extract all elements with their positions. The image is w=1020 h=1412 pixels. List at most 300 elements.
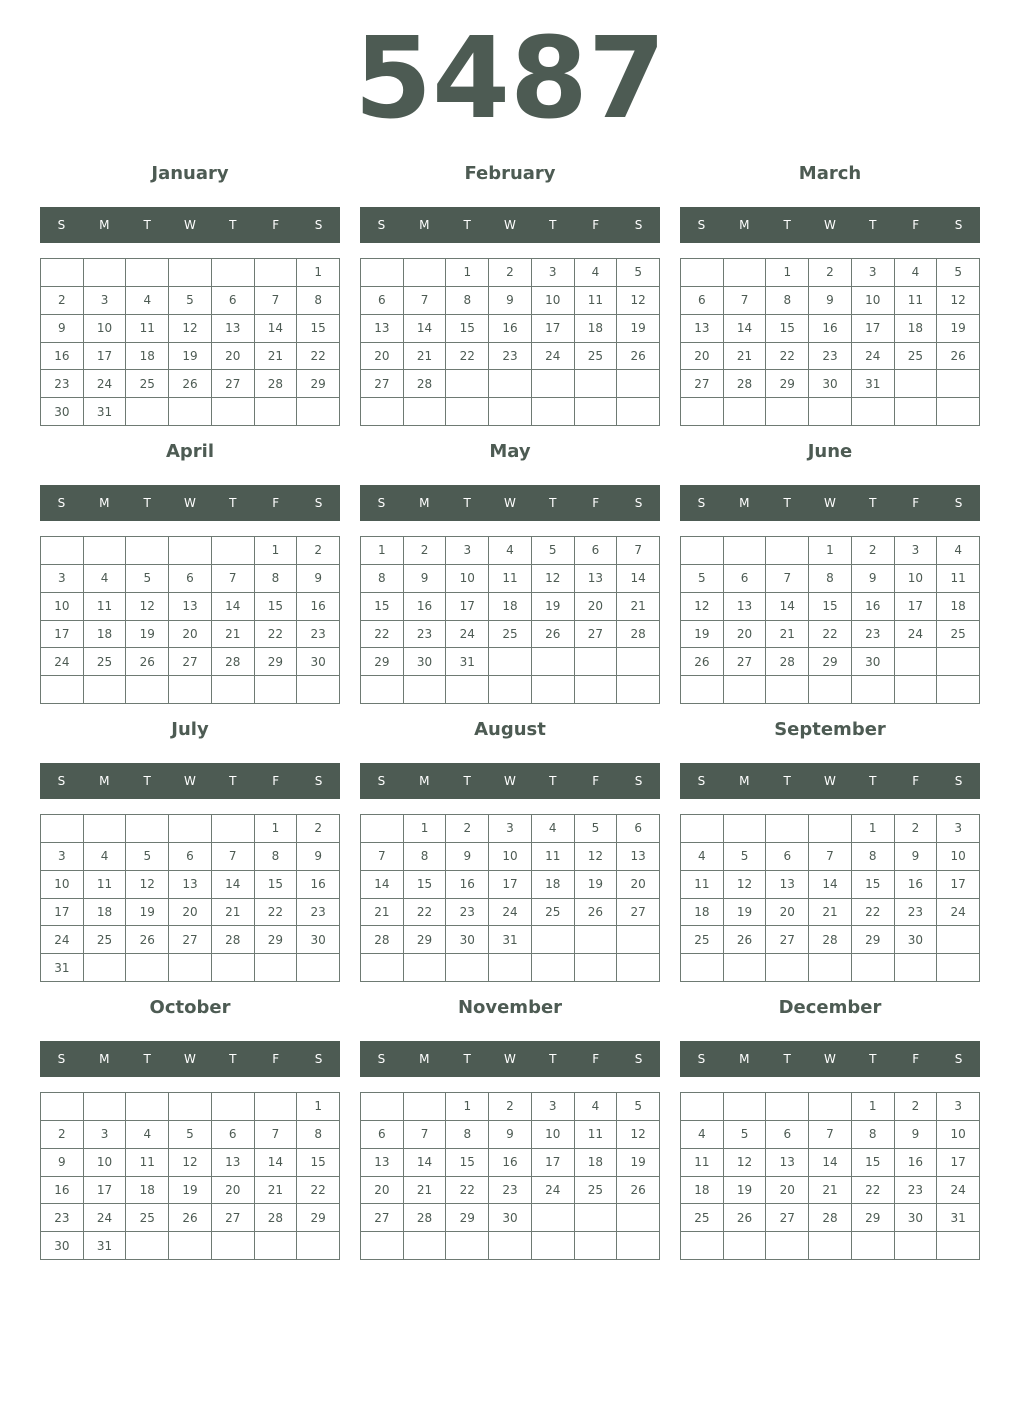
day-cell: 11 (575, 287, 618, 315)
weekday-label: M (739, 218, 750, 232)
day-cell: 16 (489, 1149, 532, 1177)
day-cell: 12 (169, 1149, 212, 1177)
empty-day-cell (724, 1232, 767, 1260)
weekday-header (680, 763, 980, 799)
day-cell: 30 (297, 926, 340, 954)
empty-day-cell (126, 676, 169, 704)
day-cell: 14 (617, 565, 660, 593)
empty-day-cell (489, 398, 532, 426)
empty-day-cell (169, 259, 212, 287)
day-cell: 16 (41, 343, 84, 371)
empty-day-cell (681, 537, 724, 565)
day-cell: 23 (852, 621, 895, 649)
day-grid (360, 258, 660, 426)
day-cell: 30 (895, 1204, 938, 1232)
weekday-label: S (377, 218, 386, 232)
empty-day-cell (852, 398, 895, 426)
day-cell: 4 (126, 1121, 169, 1149)
day-cell: 19 (169, 343, 212, 371)
day-cell: 1 (297, 259, 340, 287)
weekday-label: F (272, 774, 280, 788)
day-cell: 11 (895, 287, 938, 315)
day-cell: 22 (852, 1177, 895, 1205)
day-cell: 4 (937, 537, 980, 565)
day-cell: 28 (766, 648, 809, 676)
day-cell: 11 (126, 315, 169, 343)
month-name: May (489, 441, 531, 462)
day-grid (680, 1092, 980, 1260)
day-cell: 27 (169, 926, 212, 954)
day-cell: 25 (575, 1177, 618, 1205)
day-cell: 2 (446, 815, 489, 843)
day-cell: 8 (852, 1121, 895, 1149)
month-august (360, 711, 660, 989)
day-grid (40, 814, 340, 982)
empty-day-cell (852, 676, 895, 704)
day-cell: 16 (41, 1177, 84, 1205)
month-name: October (149, 997, 231, 1018)
day-cell: 7 (766, 565, 809, 593)
weekday-label: F (592, 774, 600, 788)
weekday-label: F (912, 774, 920, 788)
day-cell: 1 (404, 815, 447, 843)
month-september (680, 711, 980, 989)
day-cell: 30 (446, 926, 489, 954)
empty-day-cell (126, 398, 169, 426)
day-cell: 6 (617, 815, 660, 843)
empty-day-cell (361, 815, 404, 843)
weekday-label: S (377, 1052, 386, 1066)
weekday-label: S (954, 496, 963, 510)
empty-day-cell (724, 954, 767, 982)
empty-day-cell (617, 370, 660, 398)
day-cell: 28 (212, 648, 255, 676)
day-cell: 5 (126, 843, 169, 871)
day-cell: 10 (41, 871, 84, 899)
day-cell: 27 (169, 648, 212, 676)
empty-day-cell (617, 676, 660, 704)
empty-day-cell (212, 398, 255, 426)
day-cell: 31 (84, 1232, 127, 1260)
day-cell: 14 (724, 315, 767, 343)
day-cell: 4 (126, 287, 169, 315)
day-grid (40, 1092, 340, 1260)
day-cell: 5 (169, 287, 212, 315)
day-cell: 13 (212, 1149, 255, 1177)
empty-day-cell (489, 1232, 532, 1260)
day-cell: 15 (297, 1149, 340, 1177)
day-cell: 13 (617, 843, 660, 871)
day-cell: 18 (84, 899, 127, 927)
day-cell: 12 (169, 315, 212, 343)
weekday-label: S (634, 218, 643, 232)
day-cell: 26 (126, 926, 169, 954)
day-cell: 26 (532, 621, 575, 649)
day-cell: 20 (361, 1177, 404, 1205)
day-cell: 3 (41, 565, 84, 593)
empty-day-cell (126, 815, 169, 843)
day-cell: 18 (575, 315, 618, 343)
day-cell: 23 (297, 899, 340, 927)
empty-day-cell (169, 815, 212, 843)
day-cell: 18 (895, 315, 938, 343)
empty-day-cell (724, 398, 767, 426)
day-cell: 6 (169, 565, 212, 593)
empty-day-cell (532, 1232, 575, 1260)
day-cell: 23 (895, 1177, 938, 1205)
empty-day-cell (212, 815, 255, 843)
day-cell: 13 (361, 1149, 404, 1177)
empty-day-cell (575, 926, 618, 954)
empty-day-cell (126, 259, 169, 287)
month-january (40, 155, 340, 433)
day-cell: 1 (446, 259, 489, 287)
empty-day-cell (766, 815, 809, 843)
empty-day-cell (575, 1232, 618, 1260)
empty-day-cell (809, 954, 852, 982)
day-cell: 3 (937, 1093, 980, 1121)
day-cell: 4 (895, 259, 938, 287)
day-cell: 31 (937, 1204, 980, 1232)
day-cell: 11 (575, 1121, 618, 1149)
day-cell: 7 (809, 1121, 852, 1149)
day-cell: 12 (532, 565, 575, 593)
empty-day-cell (84, 1093, 127, 1121)
day-cell: 11 (532, 843, 575, 871)
day-cell: 4 (84, 843, 127, 871)
empty-day-cell (681, 954, 724, 982)
weekday-header (680, 1041, 980, 1077)
empty-day-cell (404, 1232, 447, 1260)
day-cell: 11 (126, 1149, 169, 1177)
day-grid (680, 258, 980, 426)
empty-day-cell (361, 398, 404, 426)
day-cell: 3 (895, 537, 938, 565)
empty-day-cell (766, 676, 809, 704)
weekday-label: S (697, 496, 706, 510)
empty-day-cell (575, 370, 618, 398)
day-cell: 28 (404, 370, 447, 398)
weekday-label: T (783, 774, 791, 788)
empty-day-cell (169, 1093, 212, 1121)
weekday-label: S (57, 496, 66, 510)
empty-day-cell (937, 1232, 980, 1260)
day-cell: 13 (169, 871, 212, 899)
month-name: March (798, 163, 862, 184)
year-title: 5487 (354, 14, 666, 144)
day-cell: 8 (404, 843, 447, 871)
weekday-label: M (739, 774, 750, 788)
day-cell: 13 (766, 871, 809, 899)
day-cell: 12 (617, 1121, 660, 1149)
weekday-label: T (143, 1052, 151, 1066)
day-cell: 25 (575, 343, 618, 371)
day-cell: 17 (489, 871, 532, 899)
day-cell: 9 (809, 287, 852, 315)
weekday-label: W (504, 1052, 516, 1066)
empty-day-cell (489, 676, 532, 704)
month-november (360, 989, 660, 1267)
empty-day-cell (617, 954, 660, 982)
day-cell: 10 (937, 1121, 980, 1149)
day-cell: 10 (84, 1149, 127, 1177)
day-cell: 22 (297, 343, 340, 371)
empty-day-cell (724, 537, 767, 565)
day-cell: 22 (766, 343, 809, 371)
day-cell: 21 (724, 343, 767, 371)
weekday-label: W (824, 774, 836, 788)
day-cell: 18 (681, 1177, 724, 1205)
day-cell: 9 (297, 843, 340, 871)
empty-day-cell (937, 398, 980, 426)
day-cell: 2 (489, 1093, 532, 1121)
empty-day-cell (84, 954, 127, 982)
day-cell: 20 (169, 899, 212, 927)
empty-day-cell (404, 676, 447, 704)
day-cell: 24 (446, 621, 489, 649)
empty-day-cell (809, 676, 852, 704)
day-cell: 19 (575, 871, 618, 899)
day-cell: 19 (126, 899, 169, 927)
day-cell: 27 (681, 370, 724, 398)
day-cell: 29 (255, 648, 298, 676)
empty-day-cell (212, 1232, 255, 1260)
day-cell: 21 (766, 621, 809, 649)
day-cell: 1 (255, 537, 298, 565)
empty-day-cell (937, 370, 980, 398)
weekday-header (360, 763, 660, 799)
empty-day-cell (937, 926, 980, 954)
day-cell: 25 (937, 621, 980, 649)
empty-day-cell (361, 1093, 404, 1121)
weekday-label: S (954, 774, 963, 788)
empty-day-cell (297, 1232, 340, 1260)
day-cell: 22 (852, 899, 895, 927)
day-cell: 9 (895, 843, 938, 871)
day-cell: 14 (255, 315, 298, 343)
day-cell: 18 (575, 1149, 618, 1177)
day-cell: 7 (212, 843, 255, 871)
day-cell: 25 (532, 899, 575, 927)
day-cell: 9 (446, 843, 489, 871)
day-cell: 25 (681, 1204, 724, 1232)
day-cell: 19 (724, 899, 767, 927)
empty-day-cell (255, 1093, 298, 1121)
day-cell: 10 (84, 315, 127, 343)
empty-day-cell (169, 398, 212, 426)
weekday-label: T (463, 218, 471, 232)
day-cell: 25 (84, 648, 127, 676)
empty-day-cell (361, 1232, 404, 1260)
empty-day-cell (617, 1232, 660, 1260)
day-cell: 30 (489, 1204, 532, 1232)
empty-day-cell (575, 648, 618, 676)
day-cell: 5 (126, 565, 169, 593)
weekday-label: F (592, 1052, 600, 1066)
day-cell: 19 (681, 621, 724, 649)
day-cell: 19 (532, 593, 575, 621)
day-cell: 17 (446, 593, 489, 621)
month-may (360, 433, 660, 711)
day-cell: 25 (895, 343, 938, 371)
weekday-label: M (99, 218, 110, 232)
day-cell: 16 (489, 315, 532, 343)
empty-day-cell (41, 1093, 84, 1121)
day-cell: 27 (575, 621, 618, 649)
day-cell: 18 (681, 899, 724, 927)
empty-day-cell (404, 954, 447, 982)
empty-day-cell (361, 259, 404, 287)
day-cell: 23 (895, 899, 938, 927)
day-cell: 24 (937, 1177, 980, 1205)
day-cell: 2 (404, 537, 447, 565)
empty-day-cell (361, 676, 404, 704)
day-cell: 24 (84, 1204, 127, 1232)
day-cell: 25 (84, 926, 127, 954)
day-cell: 11 (937, 565, 980, 593)
day-cell: 2 (489, 259, 532, 287)
day-cell: 30 (852, 648, 895, 676)
day-cell: 15 (809, 593, 852, 621)
empty-day-cell (895, 398, 938, 426)
weekday-label: S (697, 1052, 706, 1066)
day-cell: 26 (617, 1177, 660, 1205)
weekday-label: S (634, 496, 643, 510)
empty-day-cell (126, 954, 169, 982)
day-cell: 8 (809, 565, 852, 593)
empty-day-cell (937, 648, 980, 676)
weekday-label: F (272, 496, 280, 510)
day-cell: 26 (169, 370, 212, 398)
empty-day-cell (532, 398, 575, 426)
day-cell: 19 (169, 1177, 212, 1205)
weekday-label: S (634, 774, 643, 788)
day-cell: 16 (895, 1149, 938, 1177)
day-cell: 27 (212, 370, 255, 398)
empty-day-cell (532, 926, 575, 954)
weekday-label: T (549, 1052, 557, 1066)
empty-day-cell (681, 1093, 724, 1121)
empty-day-cell (446, 1232, 489, 1260)
day-cell: 1 (852, 815, 895, 843)
weekday-label: T (783, 1052, 791, 1066)
day-cell: 5 (617, 1093, 660, 1121)
empty-day-cell (361, 954, 404, 982)
empty-day-cell (575, 1204, 618, 1232)
weekday-label: M (739, 1052, 750, 1066)
day-cell: 5 (169, 1121, 212, 1149)
day-cell: 28 (617, 621, 660, 649)
day-cell: 13 (724, 593, 767, 621)
day-cell: 6 (681, 287, 724, 315)
day-cell: 24 (41, 926, 84, 954)
day-cell: 14 (361, 871, 404, 899)
day-cell: 11 (681, 1149, 724, 1177)
day-cell: 9 (41, 315, 84, 343)
weekday-label: T (783, 496, 791, 510)
day-cell: 8 (852, 843, 895, 871)
day-cell: 3 (84, 1121, 127, 1149)
empty-day-cell (895, 1232, 938, 1260)
weekday-label: S (314, 218, 323, 232)
day-cell: 12 (617, 287, 660, 315)
day-cell: 21 (361, 899, 404, 927)
weekday-label: M (739, 496, 750, 510)
day-cell: 29 (766, 370, 809, 398)
weekday-label: T (463, 774, 471, 788)
day-cell: 26 (126, 648, 169, 676)
day-cell: 16 (404, 593, 447, 621)
day-grid (40, 258, 340, 426)
empty-day-cell (41, 676, 84, 704)
weekday-label: W (824, 496, 836, 510)
empty-day-cell (681, 815, 724, 843)
day-cell: 4 (575, 259, 618, 287)
day-cell: 26 (724, 1204, 767, 1232)
day-cell: 31 (84, 398, 127, 426)
day-cell: 29 (809, 648, 852, 676)
day-cell: 21 (809, 1177, 852, 1205)
day-cell: 20 (681, 343, 724, 371)
weekday-label: W (824, 1052, 836, 1066)
day-cell: 20 (169, 621, 212, 649)
month-name: August (474, 719, 546, 740)
weekday-label: M (99, 1052, 110, 1066)
weekday-label: M (419, 1052, 430, 1066)
day-cell: 15 (361, 593, 404, 621)
day-cell: 22 (809, 621, 852, 649)
weekday-header (40, 1041, 340, 1077)
day-cell: 22 (297, 1177, 340, 1205)
empty-day-cell (212, 676, 255, 704)
day-cell: 5 (575, 815, 618, 843)
day-cell: 20 (724, 621, 767, 649)
empty-day-cell (212, 954, 255, 982)
day-cell: 4 (532, 815, 575, 843)
day-cell: 3 (937, 815, 980, 843)
day-cell: 31 (446, 648, 489, 676)
month-name: February (464, 163, 556, 184)
day-cell: 31 (852, 370, 895, 398)
day-cell: 25 (126, 1204, 169, 1232)
weekday-header (360, 485, 660, 521)
empty-day-cell (766, 398, 809, 426)
empty-day-cell (446, 370, 489, 398)
day-cell: 14 (212, 871, 255, 899)
day-cell: 17 (532, 315, 575, 343)
day-cell: 18 (126, 343, 169, 371)
day-cell: 12 (681, 593, 724, 621)
day-cell: 29 (297, 370, 340, 398)
day-cell: 22 (446, 1177, 489, 1205)
day-cell: 23 (446, 899, 489, 927)
day-cell: 6 (361, 1121, 404, 1149)
weekday-label: T (549, 774, 557, 788)
day-cell: 18 (489, 593, 532, 621)
day-cell: 14 (404, 1149, 447, 1177)
empty-day-cell (575, 676, 618, 704)
day-cell: 14 (212, 593, 255, 621)
day-cell: 18 (126, 1177, 169, 1205)
day-cell: 3 (532, 1093, 575, 1121)
empty-day-cell (41, 537, 84, 565)
weekday-label: F (912, 496, 920, 510)
weekday-label: T (229, 218, 237, 232)
empty-day-cell (532, 954, 575, 982)
empty-day-cell (169, 954, 212, 982)
day-cell: 22 (255, 621, 298, 649)
day-cell: 28 (809, 1204, 852, 1232)
